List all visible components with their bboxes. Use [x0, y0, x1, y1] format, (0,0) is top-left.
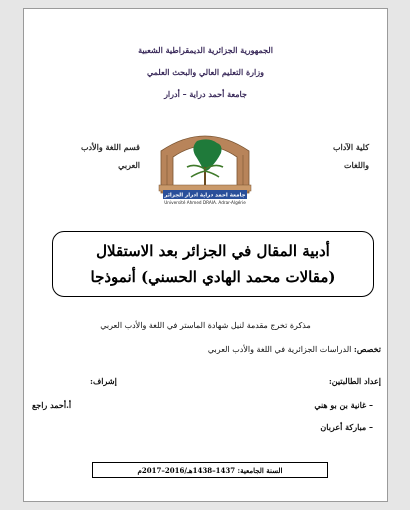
university-logo-icon	[157, 127, 253, 205]
specialization-value: الدراسات الجزائرية في اللغة والأدب العربي	[207, 345, 352, 354]
student-name-2: – مباركة أعربان	[320, 422, 373, 432]
thesis-title-box	[52, 231, 374, 297]
academic-year: السنة الجامعية: 1437–1438هـ/2016–2017م	[137, 466, 283, 475]
logo-french-text: Université Ahmed DRAIA. Adrar-Algérie	[164, 200, 246, 205]
students-label: إعداد الطالبتين:	[328, 376, 381, 386]
thesis-title-line2: (مقالات محمد الهادي الحسني) أنموذجا	[90, 268, 336, 286]
supervisor-name: أ.أحمد راجع	[32, 400, 72, 410]
thesis-title-line1: أدبية المقال في الجزائر بعد الاستقلال	[96, 242, 330, 260]
document-page	[23, 8, 388, 502]
academic-year-box	[92, 462, 328, 478]
specialization	[208, 344, 381, 354]
student-name-1: – غانية بن بو هني	[314, 400, 373, 410]
university-name: جامعة أحمد دراية – أدرار	[164, 89, 247, 99]
faculty-line1: كلية الآداب	[332, 142, 369, 152]
department-line1: قسم اللغة والأدب	[80, 142, 140, 152]
logo-arabic-text: جامعة احمد دراية ادرار الجزائر	[164, 192, 246, 199]
supervisor-label: إشراف:	[90, 376, 117, 386]
ministry-name: وزارة التعليم العالي والبحث العلمي	[147, 67, 264, 77]
department-line2: العربي	[118, 160, 140, 170]
memo-description: مذكرة تخرج مقدمة لنيل شهادة الماستر في اللغة والأدب العربي	[100, 321, 311, 330]
specialization-label: تخصص:	[353, 344, 381, 354]
country-name: الجمهورية الجزائرية الديمقراطية الشعبية	[138, 45, 273, 55]
faculty-line2: واللغات	[344, 160, 369, 170]
